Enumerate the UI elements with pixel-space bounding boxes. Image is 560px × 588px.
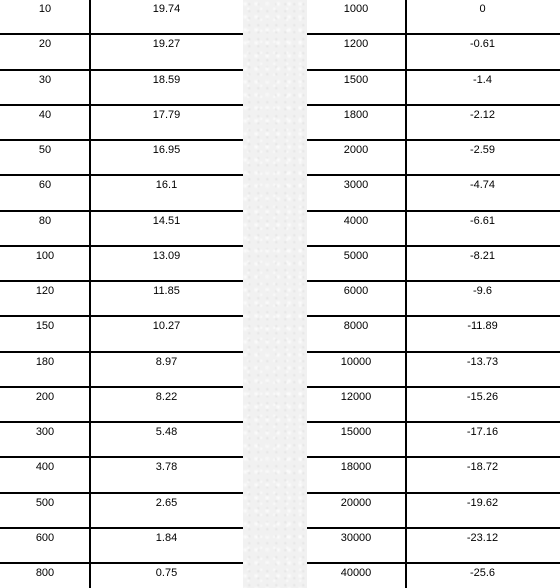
table-cell-value: -15.26 <box>466 390 499 403</box>
table-cell-input: 150 <box>35 320 55 333</box>
table-row <box>0 106 243 141</box>
table-cell-value: -6.61 <box>469 214 496 227</box>
table-cell-value: -2.59 <box>469 144 496 156</box>
left-data-table <box>0 0 243 588</box>
table-row <box>307 423 560 458</box>
table-cell-input: 120 <box>35 285 55 297</box>
table-cell-input: 15000 <box>340 426 372 438</box>
textured-gap <box>243 0 307 588</box>
table-cell-value: 11.85 <box>153 285 180 297</box>
table-row <box>307 458 560 493</box>
table-cell-value: 19.27 <box>152 38 181 51</box>
table-cell-input: 20000 <box>340 496 372 509</box>
table-cell-value: 16.95 <box>152 144 181 156</box>
table-cell-value: 19.74 <box>152 3 181 15</box>
table-row <box>0 141 243 176</box>
table-row <box>0 529 243 564</box>
table-cell-value: -8.21 <box>469 249 496 262</box>
table-row <box>307 353 560 388</box>
table-row <box>307 176 560 211</box>
table-row <box>0 564 243 588</box>
table-cell-input: 10000 <box>340 355 372 368</box>
table-cell-input: 6000 <box>343 285 369 297</box>
table-cell-input: 10 <box>38 3 52 15</box>
table-cell-value: -18.72 <box>466 461 499 474</box>
table-row <box>307 564 560 588</box>
table-cell-value: 14.51 <box>152 214 181 227</box>
table-cell-input: 60 <box>38 179 52 192</box>
table-row <box>0 458 243 493</box>
right-column-divider <box>405 0 407 588</box>
table-cell-input: 20 <box>38 38 52 51</box>
right-data-table <box>307 0 560 588</box>
table-row <box>0 317 243 352</box>
table-cell-value: 13.09 <box>152 249 181 262</box>
table-cell-value: -0.61 <box>469 38 496 51</box>
table-cell-value: -9.6 <box>473 285 492 297</box>
table-cell-input: 500 <box>35 496 55 509</box>
table-row <box>307 212 560 247</box>
table-cell-value: -2.12 <box>469 108 496 121</box>
table-cell-input: 30 <box>38 73 52 86</box>
table-cell-value: 18.59 <box>152 73 181 86</box>
table-cell-input: 200 <box>35 390 55 403</box>
table-cell-value: 0.75 <box>155 567 178 579</box>
table-row <box>307 141 560 176</box>
table-cell-input: 4000 <box>343 214 369 227</box>
table-cell-input: 5000 <box>343 249 369 262</box>
table-row <box>307 247 560 282</box>
table-row <box>0 247 243 282</box>
table-cell-value: 8.22 <box>155 390 178 403</box>
table-cell-value: 0 <box>479 3 486 15</box>
table-row <box>0 494 243 529</box>
table-row <box>0 282 243 317</box>
left-column-divider <box>89 0 91 588</box>
table-cell-input: 180 <box>35 355 55 368</box>
table-row <box>307 388 560 423</box>
table-cell-value: -4.74 <box>469 179 496 192</box>
table-row <box>307 35 560 70</box>
table-row <box>0 212 243 247</box>
table-cell-input: 8000 <box>343 320 369 333</box>
table-row <box>0 353 243 388</box>
table-cell-value: -17.16 <box>466 426 499 438</box>
table-cell-input: 1500 <box>343 73 369 86</box>
table-cell-input: 50 <box>38 144 52 156</box>
table-cell-input: 400 <box>35 461 55 474</box>
table-cell-input: 1800 <box>343 108 369 121</box>
table-cell-value: -25.6 <box>469 567 496 579</box>
table-cell-value: 3.78 <box>155 461 178 474</box>
table-cell-value: -13.73 <box>466 355 499 368</box>
table-row <box>307 529 560 564</box>
table-cell-input: 800 <box>35 567 55 579</box>
table-row <box>307 317 560 352</box>
table-row <box>307 71 560 106</box>
table-cell-input: 40 <box>38 108 52 121</box>
table-cell-value: 2.65 <box>155 496 178 509</box>
table-cell-input: 100 <box>35 249 55 262</box>
table-row <box>307 282 560 317</box>
table-cell-input: 80 <box>38 214 52 227</box>
table-cell-input: 18000 <box>340 461 372 474</box>
table-row <box>307 494 560 529</box>
table-cell-input: 40000 <box>340 567 372 579</box>
table-cell-input: 1000 <box>343 3 369 15</box>
table-row <box>0 388 243 423</box>
table-cell-value: 17.79 <box>152 108 181 121</box>
table-cell-value: 16.1 <box>155 179 178 192</box>
table-row <box>307 0 560 35</box>
table-cell-value: 10.27 <box>152 320 181 333</box>
table-cell-input: 12000 <box>340 390 372 403</box>
table-row <box>0 423 243 458</box>
table-cell-value: -19.62 <box>466 496 499 509</box>
table-cell-input: 300 <box>35 426 55 438</box>
table-cell-value: 1.84 <box>155 531 178 544</box>
table-cell-input: 1200 <box>343 38 369 51</box>
table-row <box>0 0 243 35</box>
table-row <box>307 106 560 141</box>
table-cell-value: -11.89 <box>467 320 498 333</box>
table-row <box>0 35 243 70</box>
table-cell-value: 5.48 <box>155 426 178 438</box>
table-cell-input: 2000 <box>343 144 369 156</box>
table-cell-value: -1.4 <box>473 73 492 86</box>
table-row <box>0 71 243 106</box>
table-cell-value: 8.97 <box>155 355 178 368</box>
table-cell-input: 30000 <box>340 531 372 544</box>
table-cell-input: 3000 <box>343 179 369 192</box>
table-row <box>0 176 243 211</box>
table-cell-input: 600 <box>35 531 55 544</box>
table-cell-value: -23.12 <box>466 531 499 544</box>
